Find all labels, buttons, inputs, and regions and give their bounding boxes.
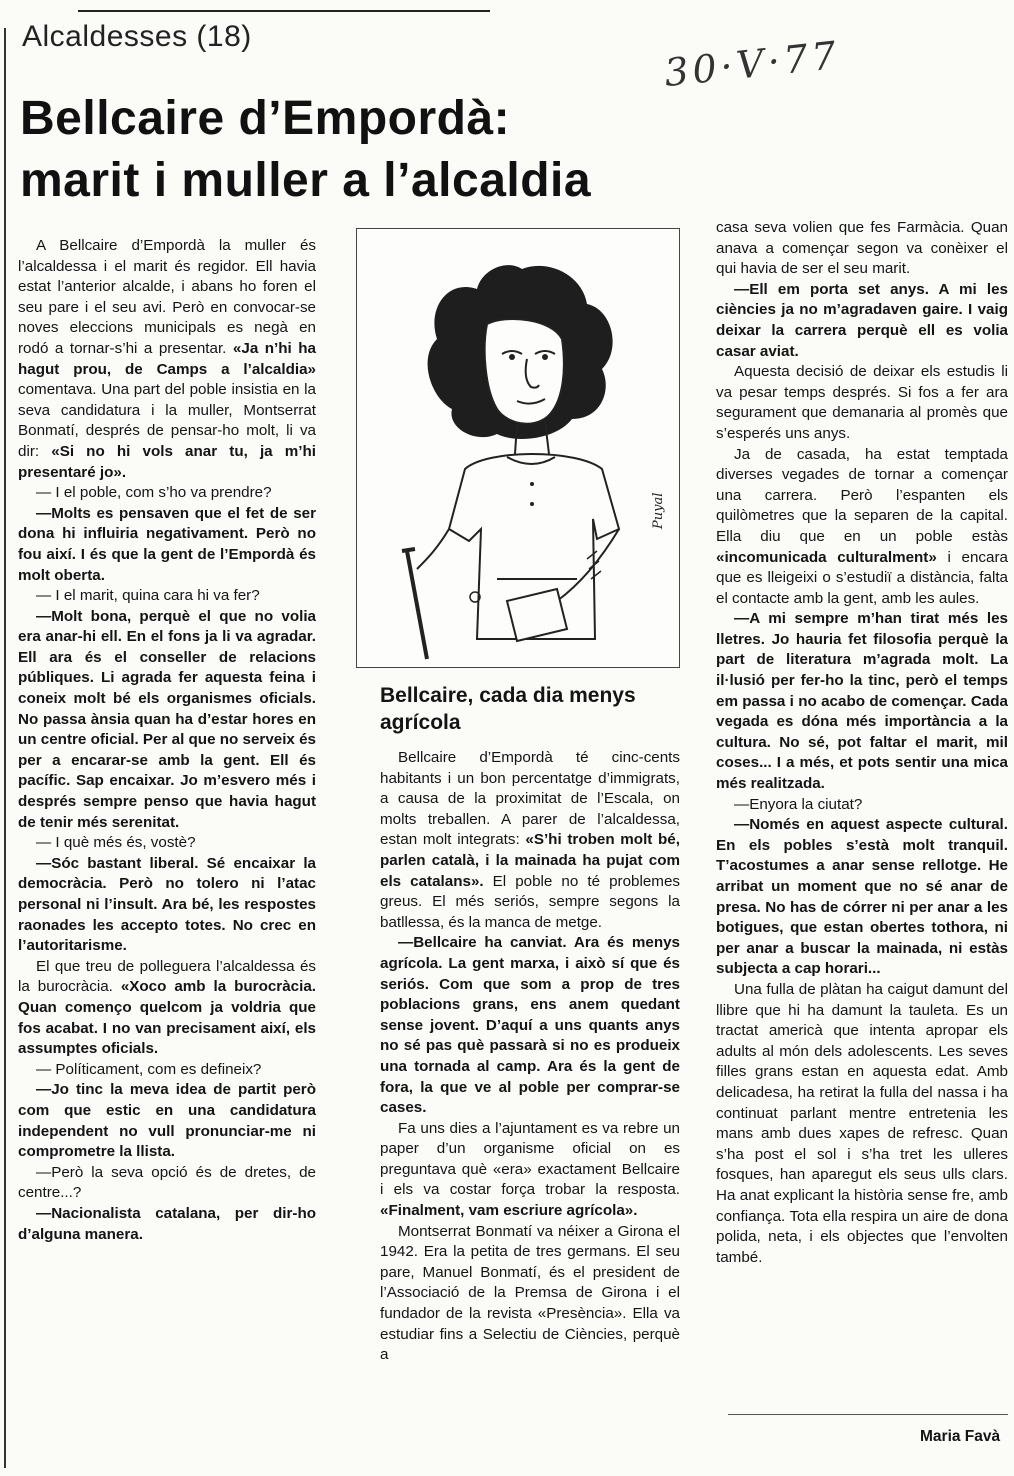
series-label: Alcaldesses (18)	[22, 20, 252, 53]
col3-paragraph-3: Una fulla de plàtan ha caigut damunt del llibre que hi ha damunt la tauleta. Es un tractat americà que intenta apropar els adults al món dels adolescents. Les seves filles grans estan en aquesta edat. Amb delicadesa, ha retirat la fulla del nassa i ha continuat parlant mentre entretenia les mans amb dues xapes de refresc. Quan s’ha post el sol i s’ha tret les ulleres fosques, han aparegut els seus ulls clars. Ha anat explicant la història sense fre, amb confiança. Tota ella respira un aire de dona polida, neta, i els objectes que l’envolten també.	[716, 980, 1008, 1266]
question-3: — I què més és, vostè?	[36, 834, 196, 852]
left-margin-rule	[4, 28, 6, 1468]
top-rule	[78, 10, 490, 12]
illustrator-signature: Puyal	[651, 492, 666, 529]
caricature-illustration	[356, 228, 680, 668]
question-5: —Però la seva opció és de dretes, de centre...?	[18, 1163, 316, 1202]
answer-1: —Molts es pensaven que el fet de ser dona hi influiria negativament. Però no fou així. I és que la gent de l’Empordà és molt oberta.	[18, 504, 316, 584]
headline-line-1: Bellcaire d’Empordà:	[20, 92, 511, 145]
col3-answer-1: —Ell em porta set anys. A mi les ciències ja no m’agradaven gaire. I vaig deixar la carrera perquè ell es volia casar aviat.	[716, 280, 1008, 360]
col3-question-1: —Enyora la ciutat?	[734, 795, 863, 813]
answer-3: —Sóc bastant liberal. Sé encaixar la democràcia. Però no tolero ni l’atac personal ni l’insult. Ara bé, les respostes raonades les accepto totes. No crec en l’autoritarisme.	[18, 854, 316, 955]
col3-paragraph-0: casa seva volien que fes Farmàcia. Quan anava a començar segon va conèixer el qui havia de ser el seu marit.	[716, 219, 1008, 278]
answer-5: —Nacionalista catalana, per dir-ho d’alguna manera.	[18, 1204, 316, 1243]
caricature-drawing	[357, 229, 679, 667]
col1-intro: A Bellcaire d’Empordà la muller és l’alcaldessa i el marit és regidor. Ell havia estat l’anterior alcalde, i abans ho foren el seu pare i el seu avi. Però en convocar-se noves eleccions municipals es negà en rodó a tornar-s’hi a presentar. «Ja n’hi ha hagut prou, de Camps a l’alcaldia» comentava. Una part del poble insistia en la seva candidatura i la muller, Montserrat Bonmatí, després de pensar-ho molt, li va dir: «Si no hi vols anar tu, ja m’hi presentaré jo».	[18, 237, 316, 481]
section-subheading: Bellcaire, cada dia menys agrícola	[380, 684, 636, 734]
answer-2: —Molt bona, perquè el que no volia era anar-hi ell. En el fons ja li va agradar. Ell ara és el conseller de relacions públiques. Li agrada fer aquesta feina i coneix molt bé els organismes oficials. No passa ànsia quan ha d’estar hores en un centre oficial. Per al que no serveix és per a encarar-se amb la gent. Ell és pacífic. Sap encaixar. Jo m’esvero més i després sempre penso que havia hagut de tenir més serenitat.	[18, 607, 316, 831]
col1-paragraph-2: El que treu de polleguera l’alcaldessa és la burocràcia. «Xoco amb la burocràcia. Quan començo quelcom ja voldria que fos acabat. I no van precisament així, els assumptes oficials.	[18, 957, 316, 1058]
headline-line-2: marit i muller a l’alcaldia	[20, 154, 592, 207]
column-1	[18, 236, 316, 1245]
col3-answer-2: —A mi sempre m’han tirat més les lletres. Jo hauria fet filosofia perquè la part de literatura m’agrada molt. La il·lusió per fer-ho la tinc, però el temps em passa i no acabo de començar. Cada vegada es dóna més importància a la cultura. No sé, pot faltar el marit, mil coses... I a més, et pots sentir una mica més realitzada.	[716, 610, 1008, 793]
col2-answer: —Bellcaire ha canviat. Ara és menys agrícola. La gent marxa, i això sí que és seriós. Com que som a prop de tres poblacions grans, ens anem quedant sense jovent. D’aquí a uns quants anys no sé pas què passarà si no es produeix una tornada al camp. Ara és la gent de fora, la que ve al poble per comprar-se cases.	[380, 934, 680, 1117]
column-2	[380, 748, 680, 1366]
col2-paragraph-1: Bellcaire d’Empordà té cinc-cents habitants i un bon percentatge d’immigrats, a causa de la proximitat de l’Escala, on molts treballen. A parer de l’alcaldessa, estan molt integrats: «S’hi troben molt bé, parlen català, i la mainada ha pujat com els catalans». El poble no té problemes greus. El més seriós, sempre segons la batllessa, és la manca de metge.	[380, 749, 680, 931]
column-3	[716, 218, 1008, 1268]
col3-answer-3: —Només en aquest aspecte cultural. En els pobles s’està molt tranquil. T’acostumes a anar sense rellotge. He arribat un moment que no sé anar de presa. No has de córrer ni per anar a les botigues, que estan obertes tothora, ni per anar a buscar la mainada, ni estàs subjecta a cap horari...	[716, 816, 1008, 978]
question-2: — I el marit, quina cara hi va fer?	[36, 587, 260, 605]
question-4: — Políticament, com es defineix?	[36, 1060, 262, 1078]
handwritten-date: 30·V·77	[662, 32, 843, 96]
headline	[20, 88, 780, 212]
col3-paragraph-1: Aquesta decisió de deixar els estudis li va pesar temps després. Si fos a fer ara segurament que demanaria al promès que s’esperés uns anys.	[716, 363, 1008, 442]
col3-paragraph-2: Ja de casada, ha estat temptada diverses vegades de tornar a començar una carrera. Però l’espanten els quilòmetres que la separen de la capital. Ella diu que en un poble estàs «incomunicada culturalment» i encara que es lleigeixi o s’estudiï a distància, falta el contacte amb la gent, amb les aules.	[716, 445, 1008, 607]
answer-4: —Jo tinc la meva idea de partit però com que estic en una candidatura independent no vull pronunciar-me ni comprometre la llista.	[18, 1081, 316, 1161]
col2-paragraph-2: Fa uns dies a l’ajuntament es va rebre un paper d’un organisme oficial on es preguntava què «era» exactament Bellcaire i els va costar força trobar la resposta. «Finalment, vam escriure agrícola».	[380, 1119, 680, 1220]
bottom-rule	[728, 1414, 1008, 1415]
question-1: — I el poble, com s’ho va prendre?	[36, 484, 272, 502]
author-byline: Maria Favà	[920, 1428, 1001, 1445]
col2-paragraph-3: Montserrat Bonmatí va néixer a Girona el 1942. Era la petita de tres germans. El seu pare, Manuel Bonmatí, és el president de l’Associació de la Premsa de Girona i el fundador de la revista «Presència». Ella va estudiar fins a Selectiu de Ciències, perquè a	[380, 1222, 680, 1364]
